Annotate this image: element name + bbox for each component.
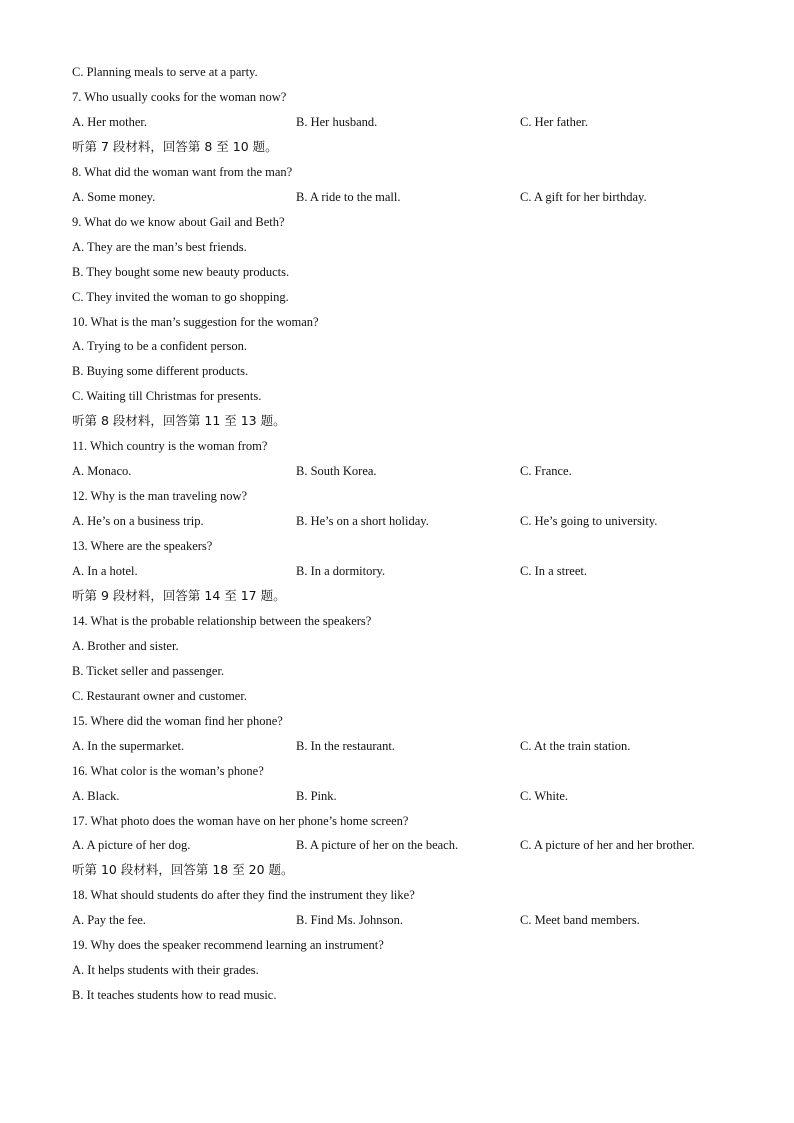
answer-option: A. In a hotel. xyxy=(72,564,138,578)
options-row xyxy=(72,835,772,855)
question-line: 7. Who usually cooks for the woman now? xyxy=(72,90,287,104)
question-line: 12. Why is the man traveling now? xyxy=(72,489,248,504)
answer-option: C. Meet band members. xyxy=(520,913,640,928)
question-line: 8. What did the woman want from the man? xyxy=(72,164,293,179)
options-row xyxy=(72,736,772,756)
answer-option: A. Monaco. xyxy=(72,464,132,479)
options-row xyxy=(72,112,772,132)
question-line: 18. What should students do after they find the instrument they like? xyxy=(72,888,415,903)
answer-option: C. Her father. xyxy=(520,114,589,129)
answer-option: B. He’s on a short holiday. xyxy=(296,514,429,529)
answer-option: C. A picture of her and her brother. xyxy=(520,838,695,853)
options-row xyxy=(72,511,772,531)
answer-option: A. Pay the fee. xyxy=(72,913,146,928)
answer-option: B. Find Ms. Johnson. xyxy=(296,913,403,928)
answer-option: B. Pink. xyxy=(296,788,337,803)
answer-option: A. In the supermarket. xyxy=(72,738,185,753)
section-heading: 听第 9 段材料，回答第 14 至 17 题。 xyxy=(72,587,286,603)
question-line: 17. What photo does the woman have on her phone’s home screen? xyxy=(72,813,409,828)
question-line: 19. Why does the speaker recommend learning an instrument? xyxy=(72,938,384,953)
options-row xyxy=(72,187,772,207)
section-heading: 听第 7 段材料，回答第 8 至 10 题。 xyxy=(72,138,278,154)
answer-option: C. He’s going to university. xyxy=(520,514,658,529)
answer-option: A. Black. xyxy=(72,788,120,803)
options-row xyxy=(72,786,772,806)
question-line: 9. What do we know about Gail and Beth? xyxy=(72,214,285,229)
question-line: A. They are the man’s best friends. xyxy=(72,239,247,254)
answer-option: C. France. xyxy=(520,464,572,479)
question-line: A. Trying to be a confident person. xyxy=(72,339,247,354)
question-line: A. It helps students with their grades. xyxy=(72,963,259,978)
question-line: C. Planning meals to serve at a party. xyxy=(72,65,258,79)
answer-option: C. A gift for her birthday. xyxy=(520,189,647,204)
section-heading: 听第 8 段材料，回答第 11 至 13 题。 xyxy=(72,413,286,429)
answer-option: C. White. xyxy=(520,788,569,803)
answer-option: B. A ride to the mall. xyxy=(296,189,401,204)
answer-option: A. He’s on a business trip. xyxy=(72,514,204,529)
answer-option: A. Her mother. xyxy=(72,114,147,129)
answer-option: B. Her husband. xyxy=(296,114,378,129)
question-line: 14. What is the probable relationship between the speakers? xyxy=(72,613,372,628)
options-row xyxy=(72,461,772,481)
question-line: C. Waiting till Christmas for presents. xyxy=(72,389,262,404)
options-row xyxy=(72,561,772,581)
answer-option: B. In a dormitory. xyxy=(296,564,386,578)
question-line: B. They bought some new beauty products. xyxy=(72,264,290,279)
options-row xyxy=(72,910,772,930)
question-line: B. It teaches students how to read music. xyxy=(72,988,277,1003)
question-line: 15. Where did the woman find her phone? xyxy=(72,713,283,728)
answer-option: B. A picture of her on the beach. xyxy=(296,838,459,853)
question-line: 11. Which country is the woman from? xyxy=(72,439,268,454)
question-line: C. They invited the woman to go shopping. xyxy=(72,289,289,304)
question-line: C. Restaurant owner and customer. xyxy=(72,688,247,703)
question-line: 10. What is the man’s suggestion for the woman? xyxy=(72,314,319,329)
answer-option: C. At the train station. xyxy=(520,738,631,753)
question-line: 16. What color is the woman’s phone? xyxy=(72,763,264,778)
question-line: B. Buying some different products. xyxy=(72,364,249,379)
answer-option: B. In the restaurant. xyxy=(296,738,395,753)
answer-option: B. South Korea. xyxy=(296,464,377,479)
answer-option: A. Some money. xyxy=(72,189,156,204)
question-line: B. Ticket seller and passenger. xyxy=(72,663,225,678)
question-line: A. Brother and sister. xyxy=(72,638,179,653)
section-heading: 听第 10 段材料，回答第 18 至 20 题。 xyxy=(72,862,294,878)
question-line: 13. Where are the speakers? xyxy=(72,539,213,553)
answer-option: C. In a street. xyxy=(520,564,587,578)
answer-option: A. A picture of her dog. xyxy=(72,838,191,853)
